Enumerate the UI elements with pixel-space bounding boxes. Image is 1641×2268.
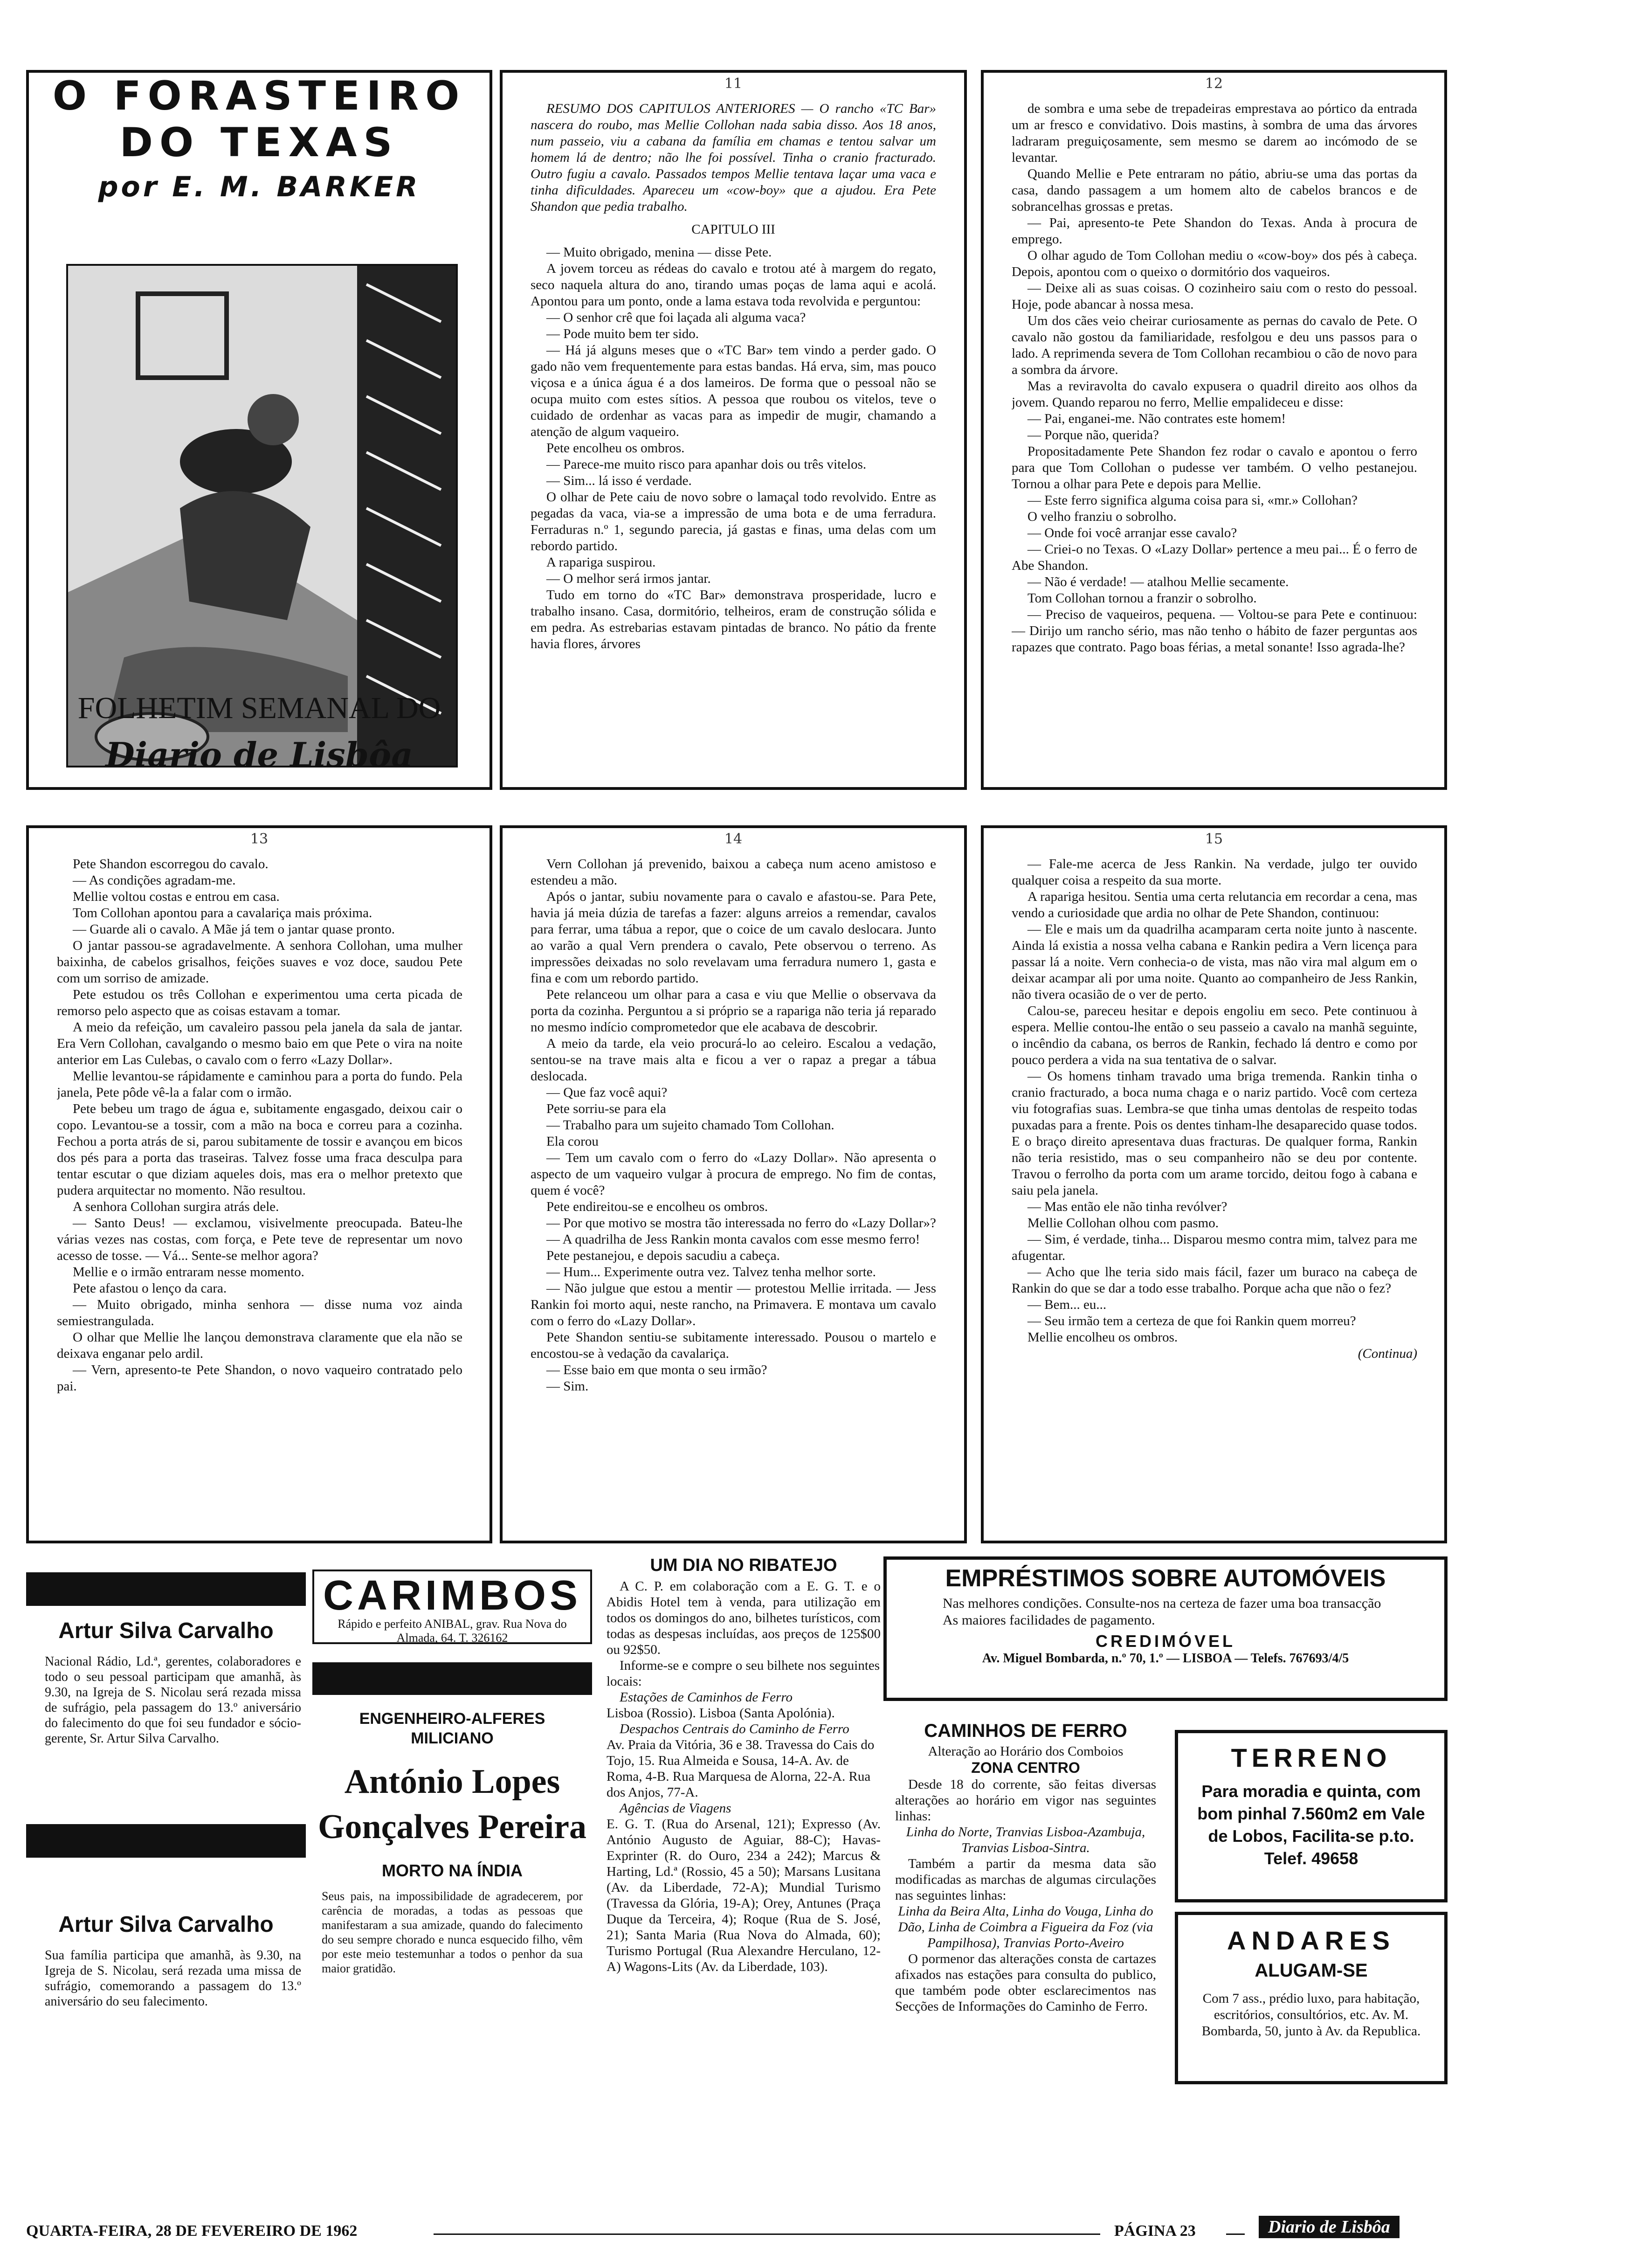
paragraph: — Por que motivo se mostra tão interessada no ferro do «Lazy Dollar»? xyxy=(546,1216,936,1231)
paragraph: A jovem torceu as rédeas do cavalo e trotou até à margem do regato, seco naquela altura do ano, tirando umas poças de lama aqui e acolá. Apontou para um ponto, onde a lama estava toda revolvida e perguntou: xyxy=(531,261,936,309)
paragraph: — Mas então ele não tinha revólver? xyxy=(1027,1199,1227,1214)
paragraph: Após o jantar, subiu novamente para o cavalo e afastou-se. Para Pete, havia já meia dúzia de tarefas a fazer: alguns arreios a remendar, cavalos para ferrar, uma tábua a repor, que o coice de um cavalo deslocara. Junto ao varão a qual Vern prendera o cavalo, Pete observou o terreno. As impressões deixadas no solo revelavam uma ferradura numero 1, gasta e fina e com um rebordo partido. xyxy=(531,889,936,986)
serial-page-12 xyxy=(981,70,1447,790)
paragraph: — Bem... eu... xyxy=(1027,1297,1107,1312)
apartments-title: ANDARES xyxy=(1227,1926,1395,1955)
paragraph: Tudo em torno do «TC Bar» demonstrava prosperidade, lucro e trabalho insano. Casa, dormitório, telheiros, eram de construção sólida e em pedra. As estrebarias estavam pintadas de branco. No pátio da frente havia flores, árvores xyxy=(531,588,936,651)
paragraph: Pete Shandon sentiu-se subitamente interessado. Pousou o martelo e encostou-se à vedação da cavalariça. xyxy=(531,1330,936,1361)
paragraph: — Sim... lá isso é verdade. xyxy=(546,473,692,488)
paragraph: Pete sorriu-se para ela xyxy=(546,1101,666,1116)
paragraph: Vern Collohan já prevenido, baixou a cabeça num aceno amistoso e estendeu a mão. xyxy=(531,857,936,888)
paragraph: A senhora Collohan surgira atrás dele. xyxy=(73,1199,279,1214)
paragraph: Um dos cães veio cheirar curiosamente as pernas do cavalo de Pete. O cavalo não gostou da familiaridade, resfolgou e deu uns passos para o lado. A reprimenda severa de Tom Collohan recambiou o cão de novo para a sombra da árvore. xyxy=(1012,313,1417,377)
paragraph: Propositadamente Pete Shandon fez rodar o cavalo e apontou o ferro para que Tom Collohan o pudesse ver também. O velho pestanejou. Tornou a olhar para Pete e depois para Mellie. xyxy=(1012,444,1417,491)
paragraph: Pete Shandon escorregou do cavalo. xyxy=(73,857,269,871)
ribatejo-ad xyxy=(594,1556,883,2082)
railway-lines-1: Linha do Norte, Tranvias Lisboa-Azambuja, Tranvias Lisboa-Sintra. xyxy=(906,1825,1145,1855)
paragraph: — Os homens tinham travado uma briga tremenda. Rankin tinha o cranio fracturado, a boca numa chaga e o nariz partido. Você com certeza viu fotografias suas. Lembra-se que tinha umas dentolas de respeito todas puxadas para a frente. Pois os dentes tinham-lhe desaparecido quase todos. E o braço direito apresentava duas fracturas. De qualquer forma, Rankin não teria resistido, mas o seu companheiro não se deu por contente. Travou o ferrolho da porta com um arame torcido, deitou fogo à cabana e saiu pela janela. xyxy=(1012,1069,1417,1198)
paragraph: — Este ferro significa alguma coisa para si, «mr.» Collohan? xyxy=(1027,493,1358,508)
paragraph: — Muito obrigado, minha senhora — disse numa voz ainda semiestrangulada. xyxy=(57,1297,462,1328)
apartments-text: Com 7 ass., prédio luxo, para habitação, escritórios, consultórios, etc. Av. M. Bombarda, 50, junto à Av. da Republica. xyxy=(1201,1991,1421,2039)
obituary-name-2: Gonçalves Pereira xyxy=(317,1808,587,1846)
serial-page-14 xyxy=(500,825,967,1543)
paragraph: — Deixe ali as suas coisas. O cozinheiro saiu com o resto do pessoal. Hoje, pode abancar à nossa mesa. xyxy=(1012,281,1417,312)
memorial-notice-family xyxy=(26,1912,306,2052)
carimbos-text: Rápido e perfeito ANIBAL, grav. Rua Nova do Almada, 64. T. 326162 xyxy=(338,1617,567,1645)
chapter-summary: RESUMO DOS CAPITULOS ANTERIORES — O rancho «TC Bar» nascera do roubo, mas Mellie Collohan nada sabia disso. Aos 18 anos, num passeio, viu a cabana da família em chamas e tentou salvar um homem lá de dentro; não lhe foi possível. Tinha o cranio fracturado. Outro fugiu a cavalo. Passados tempos Mellie tentava laçar uma vaca e tinha dificuldades. Apareceu um «cow-boy» que a ajudou. Era Pete Shandon que pedia trabalho. xyxy=(531,101,936,214)
obituary-text: Seus pais, na impossibilidade de agradecerem, por carência de moradas, a todas as pessoas que manifestaram a sua amizade, quando do falecimento do seu sempre chorado e nunca esquecido filho, vêm por este meio testemunhar a todos o penhor da sua maior gratidão. xyxy=(322,1889,583,1975)
paragraph: O olhar de Pete caiu de novo sobre o lamaçal todo revolvido. Entre as pegadas da vaca, via-se a impressão de uma bota e de uma ferradura. Ferraduras n.º 1, segundo parecia, já gastas e finas, uma delas com um rebordo partido. xyxy=(531,490,936,553)
paragraph: A rapariga suspirou. xyxy=(546,555,656,570)
paragraph: O velho franziu o sobrolho. xyxy=(1027,509,1177,524)
apartments-ad xyxy=(1175,1912,1448,2084)
serial-paper-name: Diario de Lisbôa xyxy=(105,735,413,774)
paragraph: — Preciso de vaqueiros, pequena. — Voltou-se para Pete e continuou: — Dirijo um rancho sério, mas não tenho o hábito de fazer perguntas aos rapazes que contrato. Pago boas férias, a metal sonante! Isso agrada-lhe? xyxy=(1012,607,1417,655)
loans-text-2: As maiores facilidades de pagamento. xyxy=(943,1612,1155,1628)
ribatejo-title: UM DIA NO RIBATEJO xyxy=(650,1556,837,1575)
paragraph: Mellie Collohan olhou com pasmo. xyxy=(1027,1216,1219,1231)
loans-text-1: Nas melhores condições. Consulte-nos na certeza de fazer uma boa transacção xyxy=(943,1596,1381,1611)
railway-zone: ZONA CENTRO xyxy=(971,1759,1080,1776)
page-number: 11 xyxy=(724,76,743,92)
ad-black-bar xyxy=(312,1662,592,1695)
paragraph: — Hum... Experimente outra vez. Talvez tenha melhor sorte. xyxy=(546,1265,876,1279)
memorial-text: Nacional Rádio, Ld.ª, gerentes, colaboradores e todo o seu pessoal participam que amanhã, às 9.30, na Igreja de S. Nicolau será rezada missa de sufrágio, pela passagem do 13.º aniversário do falecimento do que foi seu fundador e sócio-gerente, Sr. Artur Silva Carvalho. xyxy=(45,1654,301,1746)
ribatejo-text-1: A C. P. em colaboração com a E. G. T. e o Abidis Hotel tem à venda, para utilização em todos os domingos do ano, bilhetes turísticos, com todas as despesas incluídas, aos preços de 125$00 ou 92$50. xyxy=(607,1579,881,1657)
paragraph: Ela corou xyxy=(546,1134,599,1149)
page-number: 14 xyxy=(724,831,743,847)
paragraph: Tom Collohan apontou para a cavalariça mais próxima. xyxy=(73,906,372,920)
obituary-died: MORTO NA ÍNDIA xyxy=(382,1861,523,1880)
paragraph: — Santo Deus! — exclamou, visivelmente preocupada. Bateu-lhe várias vezes nas costas, com força, e Pete teve de representar um novo acesso de tosse. — Vá... Sente-se melhor agora? xyxy=(57,1216,462,1263)
apartments-subtitle: ALUGAM-SE xyxy=(1255,1960,1368,1981)
page-number: 12 xyxy=(1205,76,1223,92)
footer-rule-right xyxy=(1226,2233,1245,2235)
paragraph: A meio da refeição, um cavaleiro passou pela janela da sala de jantar. Era Vern Collohan, cavalgando o mesmo baio em que Pete o vira na noite anterior em Las Culebas, o cavalo com o ferro «Lazy Dollar». xyxy=(57,1020,462,1067)
paragraph: — A quadrilha de Jess Rankin monta cavalos com esse mesmo ferro! xyxy=(546,1232,920,1247)
ribatejo-heading-1: Estações de Caminhos de Ferro xyxy=(620,1690,793,1705)
paragraph: — Seu irmão tem a certeza de que foi Rankin quem morreu? xyxy=(1027,1314,1356,1328)
obituary-rank: ENGENHEIRO-ALFERES MILICIANO xyxy=(359,1710,545,1747)
paragraph: Mellie levantou-se rápidamente e caminhou para a porta do fundo. Pela janela, Pete pôde vê-la a falar com o irmão. xyxy=(57,1069,462,1100)
paragraph: — Muito obrigado, menina — disse Pete. xyxy=(546,245,772,260)
loans-brand: CREDIMÓVEL xyxy=(1095,1632,1235,1651)
loans-ad xyxy=(883,1556,1448,1701)
loans-title: EMPRÉSTIMOS SOBRE AUTOMÓVEIS xyxy=(945,1565,1386,1592)
railway-text-3: O pormenor das alterações consta de cartazes afixados nas estações para consulta do publico, que também pode obter esclarecimentos nas Secções de Informações do Caminho de Ferro. xyxy=(895,1951,1156,2014)
serial-page-13 xyxy=(26,825,492,1543)
land-title: TERRENO xyxy=(1231,1743,1392,1772)
paragraph: O jantar passou-se agradavelmente. A senhora Collohan, uma mulher baixinha, de cabelos grisalhos, feições suaves e voz doce, saudou Pete com um sorriso de amizade. xyxy=(57,938,462,986)
serial-page-11 xyxy=(500,70,967,790)
serial-page-15 xyxy=(981,825,1447,1543)
memorial-notice-company xyxy=(26,1618,306,1786)
paragraph: — Porque não, querida? xyxy=(1027,428,1159,443)
footer-page: PÁGINA 23 xyxy=(1114,2222,1196,2240)
railway-ad xyxy=(890,1721,1161,2084)
chapter-heading: CAPITULO III xyxy=(691,222,775,237)
ribatejo-text-3: Lisboa (Rossio). Lisboa (Santa Apolónia). xyxy=(607,1706,835,1721)
ad-black-bar xyxy=(26,1572,306,1606)
paragraph: Pete estudou os três Collohan e experimentou uma certa picada de remorso pelo aspecto que as coisas estavam a tomar. xyxy=(57,987,462,1018)
carimbos-title: CARIMBOS xyxy=(323,1572,581,1619)
paragraph: O olhar que Mellie lhe lançou demonstrava claramente que ela não se deixava enganar pelo ardil. xyxy=(57,1330,462,1361)
footer-rule-left xyxy=(434,2233,1100,2235)
railway-text-1: Desde 18 do corrente, são feitas diversas alterações ao horário em vigor nas seguintes linhas: xyxy=(895,1777,1156,1824)
paragraph: Pete endireitou-se e encolheu os ombros. xyxy=(546,1199,768,1214)
paragraph: Calou-se, pareceu hesitar e depois engoliu em seco. Pete continuou à espera. Mellie contou-lhe então o seu passeio a cavalo na manhã seguinte, o incêndio da cabana, os berros de Rankin, fechado lá dentro e como por pouco perdera a vida na sua tentativa de o salvar. xyxy=(1012,1003,1417,1067)
paragraph: Pete relanceou um olhar para a casa e viu que Mellie o observava da porta da cozinha. Perguntou a si próprio se a rapariga não teria já reparado no mesmo indício comprometedor que ele acabava de descobrir. xyxy=(531,987,936,1035)
paragraph: — Trabalho para um sujeito chamado Tom Collohan. xyxy=(546,1118,834,1133)
paragraph: — Sim. xyxy=(546,1379,589,1394)
carimbos-ad xyxy=(312,1570,592,1644)
memorial-name: Artur Silva Carvalho xyxy=(58,1618,274,1643)
page-number: 15 xyxy=(1205,831,1223,847)
paragraph: — Vern, apresento-te Pete Shandon, o novo vaqueiro contratado pelo pai. xyxy=(57,1362,462,1394)
serial-cover-panel xyxy=(26,70,492,790)
railway-title: CAMINHOS DE FERRO xyxy=(924,1721,1127,1741)
ad-black-bar xyxy=(26,1824,306,1858)
paragraph: — O melhor será irmos jantar. xyxy=(546,571,711,586)
paragraph: — Ele e mais um da quadrilha acamparam certa noite junto à nascente. Ainda lá existia a nossa velha cabana e Rankin pedira a Vern licença para passar lá a noite. Vern conhecia-o de vista, mas não vira mal algum em o deixar acampar ali por uma noite. Quanto ao companheiro de Jess Rankin, não tivera ocasião de o ver de perto. xyxy=(1012,922,1417,1002)
paragraph: O olhar agudo de Tom Collohan mediu o «cow-boy» dos pés à cabeça. Depois, apontou com o queixo o dormitório dos vaqueiros. xyxy=(1012,248,1417,279)
paragraph: Mellie e o irmão entraram nesse momento. xyxy=(73,1265,304,1279)
paragraph: — Criei-o no Texas. O «Lazy Dollar» pertence a meu pai... É o ferro de Abe Shandon. xyxy=(1012,542,1417,573)
paragraph: Quando Mellie e Pete entraram no pátio, abriu-se uma das portas da casa, dando passagem a um homem alto de cabelos brancos e de sobrancelhas grossas e pretas. xyxy=(1012,166,1417,214)
paragraph: — Pode muito bem ter sido. xyxy=(546,326,699,341)
paragraph: — As condições agradam-me. xyxy=(73,873,236,888)
footer-paper-logo: Diario de Lisbôa xyxy=(1259,2216,1400,2238)
obituary-ad xyxy=(312,1709,592,2082)
paragraph: Pete encolheu os ombros. xyxy=(546,441,685,456)
paragraph: Mellie encolheu os ombros. xyxy=(1027,1330,1178,1345)
paragraph: — Tem um cavalo com o ferro do «Lazy Dollar». Não apresenta o aspecto de um vaqueiro vulgar à procura de emprego. No fim de contas, quem é você? xyxy=(531,1150,936,1198)
serial-title-line2: DO TEXAS xyxy=(119,119,399,166)
paragraph: — Onde foi você arranjar esse cavalo? xyxy=(1027,526,1237,540)
ribatejo-text-4: Av. Praia da Vitória, 36 e 38. Travessa do Cais do Tojo, 15. Rua Almeida e Sousa, 14-A. Av. de Roma, 4-B. Rua Marquesa de Alorna, 22-A. Rua dos Anjos, 77-A. xyxy=(607,1737,875,1800)
paragraph: — Fale-me acerca de Jess Rankin. Na verdade, julgo ter ouvido qualquer coisa a respeito da sua morte. xyxy=(1012,857,1417,888)
footer-date: QUARTA-FEIRA, 28 DE FEVEREIRO DE 1962 xyxy=(26,2222,358,2240)
paragraph: Pete bebeu um trago de água e, subitamente engasgado, deixou cair o copo. Levantou-se a tossir, com a mão na boca e correu para a cozinha. Fechou a porta atrás de si, parou subitamente de tossir e avançou em bicos dos pés para a porta das traseiras. Talvez fosse uma fraca desculpa para tentar escutar o que diziam aqueles dois, mas era o melhor pretexto que pudera arquitectar no momento. Não resultou. xyxy=(57,1101,462,1198)
paragraph: de sombra e uma sebe de trepadeiras emprestava ao pórtico da entrada um ar fresco e convidativo. Dois mastins, à sombra de uma das árvores ladraram preguiçosamente, sem mesmo se darem ao incómodo de se levantar. xyxy=(1012,101,1417,165)
memorial-text: Sua família participa que amanhã, às 9.30, na Igreja de S. Nicolau, será rezada uma missa de sufrágio, comemorando a passagem do 13.º aniversário do seu falecimento. xyxy=(45,1948,301,2009)
paragraph: — Guarde ali o cavalo. A Mãe já tem o jantar quase pronto. xyxy=(73,922,395,937)
paragraph: Mas a reviravolta do cavalo expusera o quadril direito aos olhos da jovem. Quando reparou no ferro, Mellie empalideceu e disse: xyxy=(1012,379,1417,410)
land-text: Para moradia e quinta, com bom pinhal 7.560m2 em Vale de Lobos, Facilita-se p.to. Telef. 49658 xyxy=(1197,1782,1425,1868)
serial-weekly-label: FOLHETIM SEMANAL DO xyxy=(77,691,441,725)
paragraph: — Não é verdade! — atalhou Mellie secamente. xyxy=(1027,574,1289,589)
continued-label: (Continua) xyxy=(1358,1346,1417,1361)
paragraph: — Pai, apresento-te Pete Shandon do Texas. Anda à procura de emprego. xyxy=(1012,215,1417,247)
serial-author: por E. M. BARKER xyxy=(98,171,421,203)
paragraph: — Que faz você aqui? xyxy=(546,1085,668,1100)
paragraph: — Há já alguns meses que o «TC Bar» tem vindo a perder gado. O gado não vem frequentemente para estas bandas. Há erva, sim, mas pouco viçosa e a única água é a dos lameiros. De forma que o pessoal não se ocupa muito com estes sítios. A pessoa que roubou os vitelos, teve o cuidado de ordenhar as vacas para as impedir de mugir, chamando a atenção de algum vaqueiro. xyxy=(531,343,936,439)
serial-title-line1: O FORASTEIRO xyxy=(52,73,466,119)
paragraph: Mellie voltou costas e entrou em casa. xyxy=(73,889,280,904)
ribatejo-text-2: Informe-se e compre o seu bilhete nos seguintes locais: xyxy=(607,1658,880,1689)
paragraph: A meio da tarde, ela veio procurá-lo ao celeiro. Escalou a vedação, sentou-se na trave mais alta e ficou a ver o rapaz a pregar a tábua deslocada. xyxy=(531,1036,936,1084)
railway-subtitle: Alteração ao Horário dos Comboios xyxy=(928,1744,1124,1759)
paragraph: — Parece-me muito risco para apanhar dois ou três vitelos. xyxy=(546,457,867,472)
paragraph: — Pai, enganei-me. Não contrates este homem! xyxy=(1027,411,1286,426)
paragraph: Pete pestanejou, e depois sacudiu a cabeça. xyxy=(546,1248,780,1263)
memorial-name: Artur Silva Carvalho xyxy=(58,1912,274,1937)
paragraph: Pete afastou o lenço da cara. xyxy=(73,1281,227,1296)
obituary-name-1: António Lopes xyxy=(344,1763,560,1801)
paragraph: — Sim, é verdade, tinha... Disparou mesmo contra mim, talvez para me afugentar. xyxy=(1012,1232,1417,1263)
paragraph: A rapariga hesitou. Sentia uma certa relutancia em recordar a cena, mas vendo a curiosidade que ardia no olhar de Pete Shandon, continuou: xyxy=(1012,889,1417,920)
paragraph: — Acho que lhe teria sido mais fácil, fazer um buraco na cabeça de Rankin do que se dar a todo esse trabalho. Porque acha que não o fez? xyxy=(1012,1265,1417,1296)
railway-text-2: Também a partir da mesma data são modificadas as marchas de algumas circulações nas seguintes linhas: xyxy=(895,1856,1156,1903)
land-ad xyxy=(1175,1730,1448,1902)
ribatejo-text-5: E. G. T. (Rua do Arsenal, 121); Expresso (Av. António Augusto de Aguiar, 88-C); Havas-Exprinter (R. do Ouro, 234 a 242); Marcus & Harting, Ld.ª (Rossio, 45 a 50); Marsans Lusitana (Av. da Liberdade, 72-A); Mundial Turismo (Travessa da Glória, 19-A); Orey, Antunes (Praça Duque da Terceira, 4); Roque (Rua de S. José, 21); Santa Maria (Rua Nova do Almada, 60); Turismo Portugal (Rua Alexandre Herculano, 12-A) Wagons-Lits (Av. da Liberdade, 103). xyxy=(607,1817,881,1974)
ribatejo-heading-3: Agências de Viagens xyxy=(620,1801,731,1816)
paragraph: — Esse baio em que monta o seu irmão? xyxy=(546,1362,767,1377)
paragraph: — O senhor crê que foi laçada ali alguma vaca? xyxy=(546,310,806,325)
ribatejo-heading-2: Despachos Centrais do Caminho de Ferro xyxy=(620,1722,849,1736)
page-number: 13 xyxy=(250,831,269,847)
railway-lines-2: Linha da Beira Alta, Linha do Vouga, Linha do Dão, Linha de Coimbra a Figueira da Foz (via Pampilhosa), Tranvias Porto-Aveiro xyxy=(898,1904,1153,1950)
loans-address: Av. Miguel Bombarda, n.º 70, 1.º — LISBOA — Telefs. 767693/4/5 xyxy=(982,1651,1349,1666)
paragraph: Tom Collohan tornou a franzir o sobrolho. xyxy=(1027,591,1257,606)
paragraph: — Não julgue que estou a mentir — protestou Mellie irritada. — Jess Rankin foi morto aqui, neste rancho, na Primavera. E montava um cavalo com o ferro do «Lazy Dollar». xyxy=(531,1281,936,1328)
